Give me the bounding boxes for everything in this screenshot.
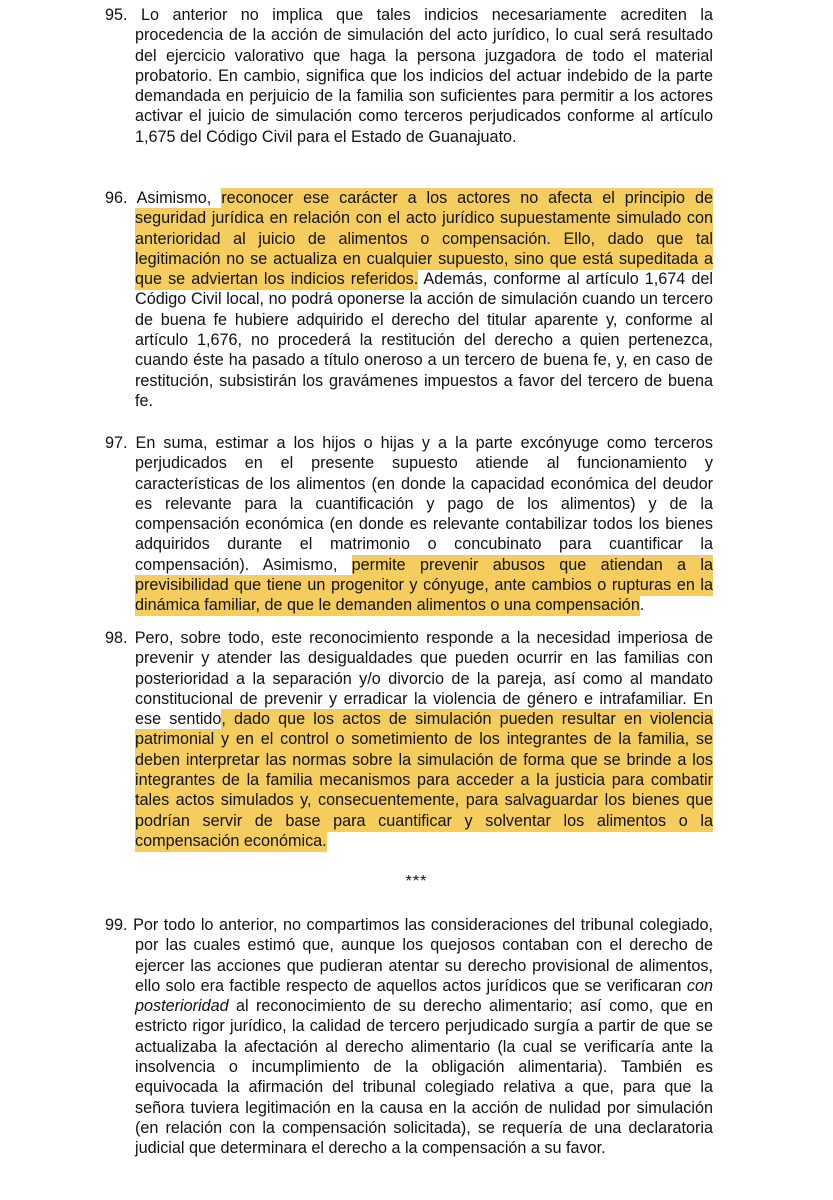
paragraph-text: Pero, sobre todo, este reconocimiento responde a la necesidad imperiosa de prevenir y atender las desigualdades que pueden ocurrir en las familias con posterioridad a la separación y/o divorcio de la pareja, así como al mandato constitucional de prevenir y erradicar la violencia de género e intrafamiliar. En ese sentido bbox=[134, 629, 714, 729]
paragraph-98 bbox=[105, 628, 713, 851]
paragraph-96 bbox=[105, 188, 713, 411]
highlighted-text: permite prevenir abusos que atiendan a la previsibilidad que tiene un progenitor y cónyuge, ante cambios o rupturas en la dinámica familiar, de que le demanden alimentos o una compensación bbox=[135, 555, 713, 615]
paragraph-text: . bbox=[639, 596, 645, 615]
paragraph-text: Por todo lo anterior, no compartimos las consideraciones del tribunal colegiado, por las cuales estimó que, aunque los quejosos contaban con el derecho de ejercer las acciones que pudieran atentar su derecho provisional de alimentos, ello solo era factible respecto de aquellos actos jurídicos que se verificaran bbox=[133, 916, 713, 995]
paragraph-text: Lo anterior no implica que tales indicios necesariamente acrediten la procedencia de la acción de simulación del acto jurídico, lo cual será resultado del ejercicio valorativo que haga la persona juzgadora de todo el material probatorio. En cambio, significa que los indicios del actuar indebido de la parte demandada en perjuicio de la familia son suficientes para permitir a los actores activar el juicio de simulación como terceros perjudicados conforme al artículo 1,675 del Código Civil para el Estado de Guanajuato. bbox=[135, 6, 713, 146]
paragraph-number: 97. bbox=[105, 434, 128, 452]
paragraph-number: 96. bbox=[105, 189, 128, 207]
highlighted-text: reconocer ese carácter a los actores no afecta el principio de seguridad jurídica en relación con el acto jurídico supuestamente simulado con anterioridad al juicio de alimentos o compensación. Ello, dado que tal legitimación no se actualiza en cualquier supuesto, sino que está supeditada a que se adviertan los indicios referidos. bbox=[135, 189, 713, 289]
paragraph-text: En suma, estimar a los hijos o hijas y a la parte excónyuge como terceros perjudicados en el presente supuesto atiende al funcionamiento y características de los alimentos (en donde la capacidad económica del deudor es relevante para la cuantificación y pago de los alimentos) y de la compensación económica (en donde es relevante contabilizar todos los bienes adquiridos durante el matrimonio o concubinato para cuantificar la compensación). Asimismo, bbox=[135, 434, 713, 574]
italic-text: con posterioridad bbox=[135, 976, 713, 1016]
paragraph-99 bbox=[105, 915, 713, 1159]
paragraph-text: al reconocimiento de su derecho alimentario; así como, que en estricto rigor jurídico, la calidad de tercero perjudicado surgía a partir de que se actualizaba la afectación al derecho alimentario (la cual se verificaría ante la insolvencia o incumplimiento de la obligación alimentaria). También es equivocada la afirmación del tribunal colegiado relativa a que, para que la señora tuviera legitimación en la causa en la acción de nulidad por simulación (en relación con la compensación solicitada), se requería de una declaratoria judicial que determinara el derecho a la compensación a su favor. bbox=[135, 997, 713, 1158]
section-separator: *** bbox=[405, 873, 428, 890]
paragraph-97 bbox=[105, 433, 713, 616]
paragraph-number: 99. bbox=[105, 916, 128, 934]
paragraph-95 bbox=[105, 5, 713, 147]
paragraph-number: 98. bbox=[105, 629, 128, 647]
paragraph-number: 95. bbox=[105, 6, 128, 24]
paragraph-text: Además, conforme al artículo 1,674 del Código Civil local, no podrá oponerse la acción de simulación cuando un tercero de buena fe hubiere adquirido el derecho del titular aparente y, conforme al artículo 1,676, no procederá la restitución del derecho a quien pertenezca, cuando éste ha pasado a título oneroso a un tercero de buena fe, y, en caso de restitución, subsistirán los gravámenes impuestos a favor del tercero de buena fe. bbox=[135, 270, 713, 410]
paragraph-text: Asimismo, bbox=[136, 189, 222, 207]
highlighted-text: , dado que los actos de simulación pueden resultar en violencia patrimonial y en el control o sometimiento de los integrantes de la familia, se deben interpretar las normas sobre la simulación de forma que se brinde a los integrantes de la familia mecanismos para acceder a la justicia para combatir tales actos simulados y, consecuentemente, para salvaguardar los bienes que podrían servir de base para cuantificar y solventar los alimentos o la compensación económica. bbox=[135, 710, 713, 850]
